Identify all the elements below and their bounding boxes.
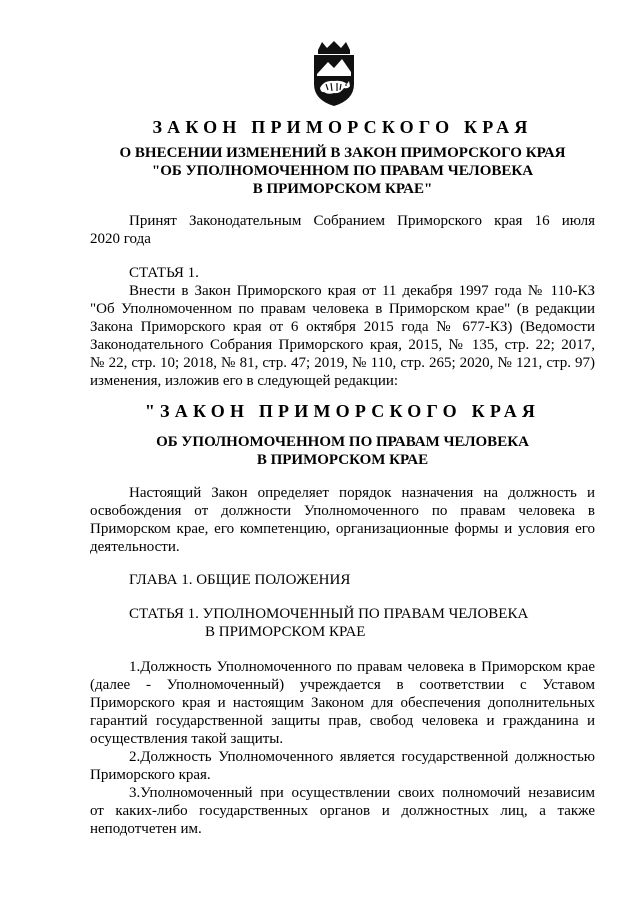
article-text-line: Законодательного Собрания Приморского края, 2015, № 135, стр. 22; 2017, <box>90 337 595 353</box>
article-text-line: "Об Уполномоченном по правам человека в Приморском крае" (в редакции <box>90 301 595 317</box>
article-text-line: изменения, изложив его в следующей редакции: <box>90 373 399 389</box>
article-text-line: Внести в Закон Приморского края от 11 декабря 1997 года № 110-КЗ <box>129 283 595 299</box>
preamble-line: Настоящий Закон определяет порядок назначения на должность и <box>129 485 595 501</box>
law-subtitle-line: "ОБ УПОЛНОМОЧЕННОМ ПО ПРАВАМ ЧЕЛОВЕКА <box>151 163 534 179</box>
point-1-line: 1.Должность Уполномоченного по правам человека в Приморском крае <box>129 659 595 675</box>
point-1-line: осуществления такой защиты. <box>90 731 284 747</box>
preamble-line: Приморском крае, его компетенцию, организационные формы и условия его <box>90 521 595 537</box>
point-3-line: 3.Уполномоченный при осуществлении своих полномочий независим <box>129 785 595 801</box>
new-law-subtitle <box>90 433 595 469</box>
primorsky-coat-of-arms-icon <box>306 40 362 108</box>
adoption-line: Принят Законодательным Собранием Приморского края 16 июля <box>129 213 595 229</box>
point-1-line: гарантий государственной защиты прав, свобод человека и гражданина и <box>90 713 595 729</box>
new-law-title: "ЗАКОН ПРИМОРСКОГО КРАЯ <box>144 401 541 421</box>
point-2-line: 2.Должность Уполномоченного является государственной должностью <box>129 749 595 765</box>
point-1-line: Приморского края и настоящим Законом для обеспечения дополнительных <box>90 695 595 711</box>
article-1-heading: В ПРИМОРСКОМ КРАЕ <box>205 624 366 640</box>
law-subtitle-line: В ПРИМОРСКОМ КРАЕ" <box>252 181 433 197</box>
preamble-line: деятельности. <box>90 539 180 555</box>
article-1-heading: СТАТЬЯ 1. УПОЛНОМОЧЕННЫЙ ПО ПРАВАМ ЧЕЛОВЕКА <box>129 606 529 622</box>
point-1-line: (далее - Уполномоченный) учреждается в соответствии с Уставом <box>90 677 595 693</box>
point-3-line: неподотчетен им. <box>90 821 202 837</box>
article-text-line: № 22, стр. 10; 2018, № 81, стр. 47; 2019, № 110, стр. 265; 2020, № 121, стр. 97) <box>90 355 595 371</box>
preamble-line: освобождения от должности Уполномоченного по правам человека в <box>90 503 595 519</box>
article-heading: СТАТЬЯ 1. <box>129 265 199 281</box>
law-title: ЗАКОН ПРИМОРСКОГО КРАЯ <box>152 117 533 137</box>
point-3-line: от каких-либо государственных органов и должностных лиц, а также <box>90 803 595 819</box>
law-subtitle-line: О ВНЕСЕНИИ ИЗМЕНЕНИЙ В ЗАКОН ПРИМОРСКОГО КРАЯ <box>119 145 566 161</box>
new-law-subtitle-line: ОБ УПОЛНОМОЧЕННОМ ПО ПРАВАМ ЧЕЛОВЕКА <box>156 434 529 450</box>
adoption-line: 2020 года <box>90 231 151 247</box>
article-text-line: Закона Приморского края от 6 октября 2015 года № 677-КЗ) (Ведомости <box>90 319 595 335</box>
point-2-line: Приморского края. <box>90 767 211 783</box>
law-subtitle <box>90 144 595 198</box>
chapter-heading: ГЛАВА 1. ОБЩИЕ ПОЛОЖЕНИЯ <box>129 572 351 588</box>
new-law-subtitle-line: В ПРИМОРСКОМ КРАЕ <box>256 452 429 468</box>
